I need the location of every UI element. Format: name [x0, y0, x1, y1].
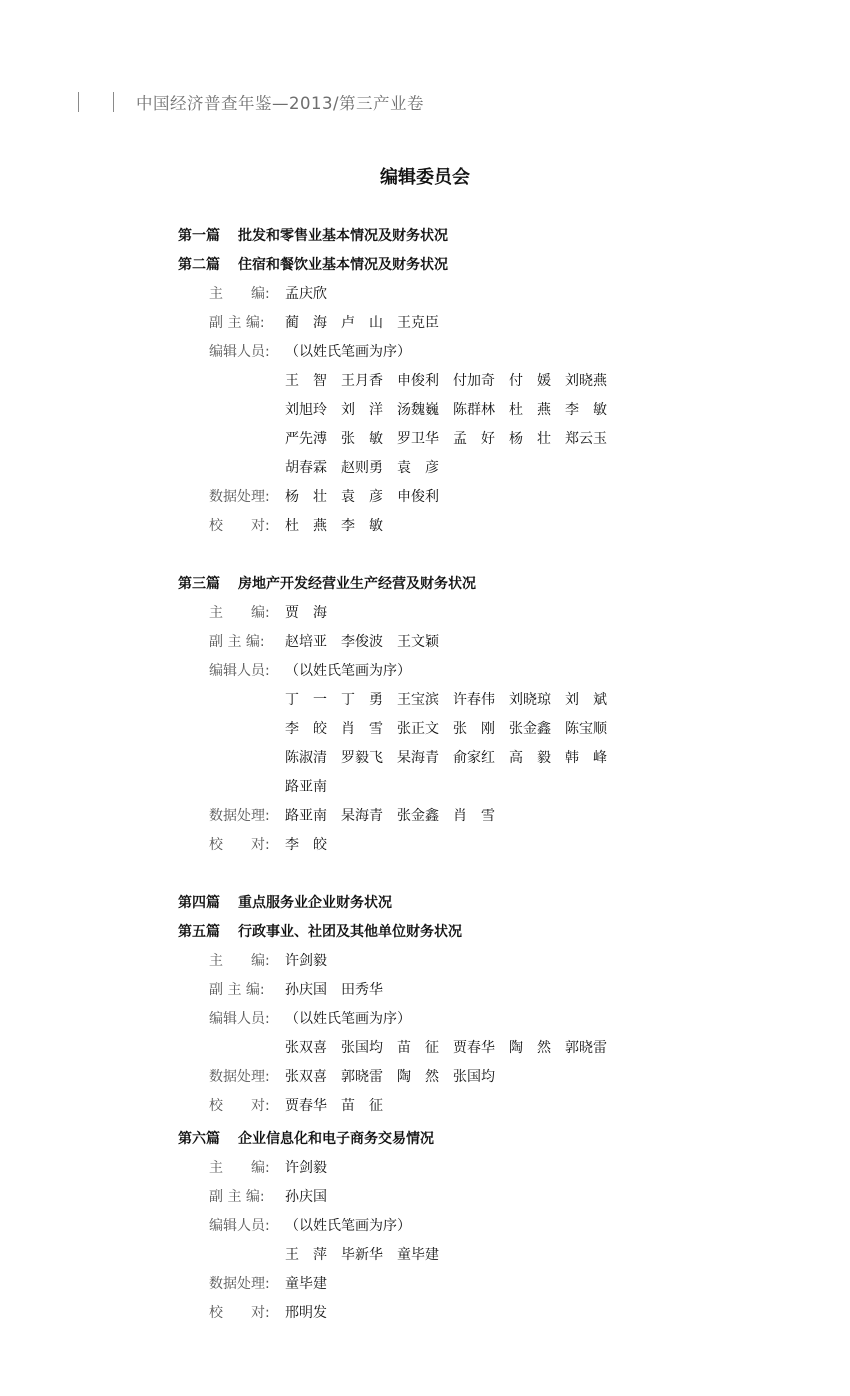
role-row-deputy-editor — [178, 628, 778, 657]
role-label: 数据处理: — [209, 808, 270, 824]
role-row-chief-editor — [178, 1154, 778, 1183]
editor-names-row: 严先溥 张 敏 罗卫华 孟 好 杨 壮 郑云玉 — [285, 431, 607, 447]
role-value: （以姓氏笔画为序） — [285, 1011, 411, 1027]
section-name: 批发和零售业基本情况及财务状况 — [238, 228, 448, 244]
role-row-editors — [178, 1212, 778, 1241]
role-value: 孟庆欣 — [285, 286, 327, 302]
role-row-editors — [178, 657, 778, 686]
section-1-2 — [178, 222, 778, 541]
editor-names-row: 胡春霖 赵则勇 袁 彦 — [285, 460, 439, 476]
section-name: 住宿和餐饮业基本情况及财务状况 — [238, 257, 448, 273]
role-value: 贾 海 — [285, 605, 327, 621]
role-label: 校 对: — [209, 837, 270, 853]
role-label: 编辑人员: — [209, 663, 270, 679]
running-header — [78, 90, 424, 114]
editor-names-row: 路亚南 — [285, 779, 327, 795]
section-number: 第四篇 — [178, 895, 220, 911]
section-6 — [178, 1125, 778, 1328]
role-row-deputy-editor — [178, 976, 778, 1005]
role-row-data-processing — [178, 1270, 778, 1299]
role-value: 孙庆国 田秀华 — [285, 982, 383, 998]
role-label: 副 主 编: — [209, 1189, 265, 1205]
role-value: 童毕建 — [285, 1276, 327, 1292]
role-row-proofreading — [178, 512, 778, 541]
section-gap — [178, 541, 778, 570]
role-value: （以姓氏笔画为序） — [285, 344, 411, 360]
role-value: 杨 壮 袁 彦 申俊利 — [285, 489, 439, 505]
role-label: 编辑人员: — [209, 1011, 270, 1027]
role-row-data-processing — [178, 483, 778, 512]
role-label: 数据处理: — [209, 1276, 270, 1292]
section-title — [178, 251, 778, 280]
editor-names-row: 李 皎 肖 雪 张正文 张 刚 张金鑫 陈宝顺 — [285, 721, 607, 737]
section-number: 第三篇 — [178, 576, 220, 592]
section-name: 企业信息化和电子商务交易情况 — [238, 1131, 434, 1147]
section-3 — [178, 570, 778, 860]
role-label: 编辑人员: — [209, 1218, 270, 1234]
role-label: 数据处理: — [209, 1069, 270, 1085]
role-label: 主 编: — [209, 286, 270, 302]
role-row-proofreading — [178, 831, 778, 860]
role-value: 许剑毅 — [285, 953, 327, 969]
role-row-chief-editor — [178, 280, 778, 309]
role-row-proofreading — [178, 1092, 778, 1121]
editor-names-row: 陈淑清 罗毅飞 杲海青 俞家红 高 毅 韩 峰 — [285, 750, 607, 766]
role-label: 副 主 编: — [209, 982, 265, 998]
role-label: 编辑人员: — [209, 344, 270, 360]
page-title-text: 编辑委员会 — [380, 167, 470, 188]
role-value: 蔺 海 卢 山 王克臣 — [285, 315, 439, 331]
header-rule-right — [113, 92, 114, 112]
section-title — [178, 570, 778, 599]
role-label: 校 对: — [209, 1098, 270, 1114]
section-title — [178, 222, 778, 251]
role-label: 副 主 编: — [209, 634, 265, 650]
section-name: 行政事业、社团及其他单位财务状况 — [238, 924, 462, 940]
section-number: 第二篇 — [178, 257, 220, 273]
section-number: 第一篇 — [178, 228, 220, 244]
role-value: 赵培亚 李俊波 王文颖 — [285, 634, 439, 650]
section-4-5 — [178, 889, 778, 1121]
role-row-data-processing — [178, 1063, 778, 1092]
role-value: 李 皎 — [285, 837, 327, 853]
role-label: 校 对: — [209, 1305, 270, 1321]
role-value: （以姓氏笔画为序） — [285, 1218, 411, 1234]
section-number: 第五篇 — [178, 924, 220, 940]
role-row-deputy-editor — [178, 309, 778, 338]
section-title — [178, 1125, 778, 1154]
role-row-deputy-editor — [178, 1183, 778, 1212]
role-row-editors — [178, 338, 778, 367]
editor-names-row: 丁 一 丁 勇 王宝滨 许春伟 刘晓琼 刘 斌 — [285, 692, 607, 708]
role-value: 邢明发 — [285, 1305, 327, 1321]
role-value: 孙庆国 — [285, 1189, 327, 1205]
page-title — [0, 163, 850, 189]
section-gap — [178, 860, 778, 889]
role-value: 杜 燕 李 敏 — [285, 518, 383, 534]
editor-names-row: 张双喜 张国均 苗 征 贾春华 陶 然 郭晓雷 — [285, 1040, 607, 1056]
role-row-data-processing — [178, 802, 778, 831]
committee-sections — [178, 222, 778, 1328]
running-header-text: 中国经济普查年鉴—2013/第三产业卷 — [136, 94, 425, 113]
role-label: 主 编: — [209, 1160, 270, 1176]
role-label: 主 编: — [209, 605, 270, 621]
role-value: （以姓氏笔画为序） — [285, 663, 411, 679]
role-label: 校 对: — [209, 518, 270, 534]
role-value: 许剑毅 — [285, 1160, 327, 1176]
section-name: 重点服务业企业财务状况 — [238, 895, 392, 911]
editor-names-row: 刘旭玲 刘 洋 汤魏巍 陈群林 杜 燕 李 敏 — [285, 402, 607, 418]
section-title — [178, 889, 778, 918]
role-label: 副 主 编: — [209, 315, 265, 331]
header-rule-left — [78, 92, 79, 112]
section-title — [178, 918, 778, 947]
role-row-chief-editor — [178, 947, 778, 976]
role-value: 路亚南 杲海青 张金鑫 肖 雪 — [285, 808, 495, 824]
role-row-chief-editor — [178, 599, 778, 628]
section-name: 房地产开发经营业生产经营及财务状况 — [238, 576, 476, 592]
role-row-proofreading — [178, 1299, 778, 1328]
editor-names-row: 王 智 王月香 申俊利 付加奇 付 媛 刘晓燕 — [285, 373, 607, 389]
role-label: 主 编: — [209, 953, 270, 969]
editor-names-row: 王 萍 毕新华 童毕建 — [285, 1247, 439, 1263]
role-value: 张双喜 郭晓雷 陶 然 张国均 — [285, 1069, 495, 1085]
role-label: 数据处理: — [209, 489, 270, 505]
section-number: 第六篇 — [178, 1131, 220, 1147]
role-value: 贾春华 苗 征 — [285, 1098, 383, 1114]
role-row-editors — [178, 1005, 778, 1034]
